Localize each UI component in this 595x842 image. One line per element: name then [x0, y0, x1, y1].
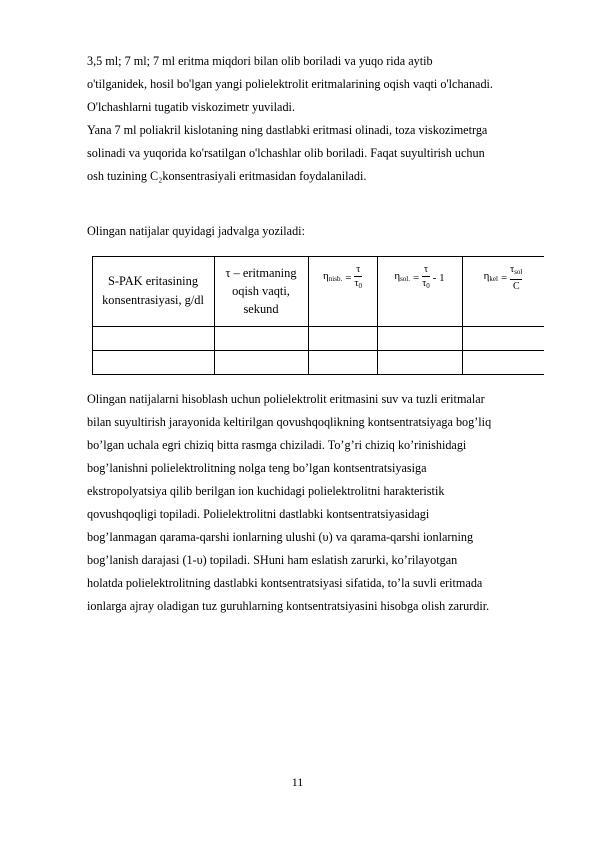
page-number: 11	[291, 775, 304, 789]
paragraph-line: Yana 7 ml poliakril kislotaning ning dastlabki eritmasi olinadi, toza viskozimetrga	[87, 123, 488, 137]
paragraph-line: bilan suyultirish jarayonida keltirilgan qovushqoqlikning kontsentratsiyaga bog’liq	[87, 415, 492, 429]
paragraph-line: ionlarga ajray oladigan tuz guruhlarning kontsentratsiyasini hisobga olish zarurdir.	[87, 599, 490, 613]
paragraph-line: bog’lanish darajasi (1-υ) topiladi. SHuni ham eslatish zarurki, ko’rilayotgan	[87, 553, 458, 567]
paragraph-line: solinadi va yuqorida ko'rsatilgan o'lchashlar olib boriladi. Faqat suyultirish uchun	[87, 146, 485, 160]
table-intro	[87, 220, 557, 243]
header-text: τ – eritmaning	[225, 266, 297, 280]
formula-relative-viscosity: $\eta_{nisb.}$ = $\frac{\tau}{\tau_0}$	[323, 264, 362, 290]
header-text: konsentrasiyasi, g/dl	[102, 293, 204, 307]
paragraph-line: Olingan natijalarni hisoblash uchun polielektrolit eritmasini suv va tuzli eritmalar	[87, 392, 485, 406]
paragraph-line: qovushqoqligi topiladi. Polielektrolitni dastlabki kontsentratsiyasidagi	[87, 507, 430, 521]
formula-reduced-viscosity: $\eta_{kel}$ = $\frac{\tau_{sol}}{C}$	[483, 264, 523, 292]
header-specific-viscosity	[377, 256, 462, 326]
formula-specific-viscosity: $\eta_{sol.}$ = $\frac{\tau}{\tau_0}$ - 1	[394, 264, 445, 290]
paragraph-line: O'lchashlarni tugatib viskozimetr yuviladi.	[87, 100, 295, 114]
paragraph-line: bog’lanishni polielektrolitning nolga teng bo’lgan kontsentratsiyasiga	[87, 461, 427, 475]
paragraph-line: o'tilganidek, hosil bo'lgan yangi polielektrolit eritmalarining oqish vaqti o'lchanadi.	[87, 77, 493, 91]
table-border-bottom	[92, 374, 544, 375]
paragraph-line: bo’lgan uchala egri chiziq bitta rasmga chiziladi. To’g’ri chiziq ko’rinishidagi	[87, 438, 467, 452]
intro-paragraph	[87, 50, 557, 119]
header-relative-viscosity	[308, 256, 377, 326]
conclusion-paragraph	[87, 388, 557, 618]
paragraph-line: 3,5 ml; 7 ml; 7 ml eritma miqdori bilan olib boriladi va yuqo rida aytib	[87, 54, 433, 68]
header-text: oqish vaqti,	[232, 284, 290, 298]
header-reduced-viscosity	[462, 256, 544, 326]
paragraph-line: bog’lanmagan qarama-qarshi ionlarning ulushi (υ) va qarama-qarshi ionlarning	[87, 530, 474, 544]
header-concentration	[92, 256, 214, 326]
header-flow-time	[214, 256, 308, 326]
paragraph-line: osh tuzining C₂konsentrasiyali eritmasidan foydalaniladi.	[87, 169, 367, 183]
header-text: sekund	[243, 302, 279, 316]
table-row-divider	[92, 350, 544, 351]
paragraph-line: holatda polielektrolitning dastlabki kontsentratsiyasi sifatida, to’la suvli eritmada	[87, 576, 483, 590]
second-paragraph	[87, 119, 557, 188]
paragraph-line: ekstropolyatsiya qilib berilgan ion kuchidagi polielektrolitni harakteristik	[87, 484, 445, 498]
header-text: S-PAK eritasining	[107, 274, 199, 288]
table-row-divider	[92, 326, 544, 327]
paragraph-line: Olingan natijalar quyidagi jadvalga yoziladi:	[87, 224, 305, 238]
